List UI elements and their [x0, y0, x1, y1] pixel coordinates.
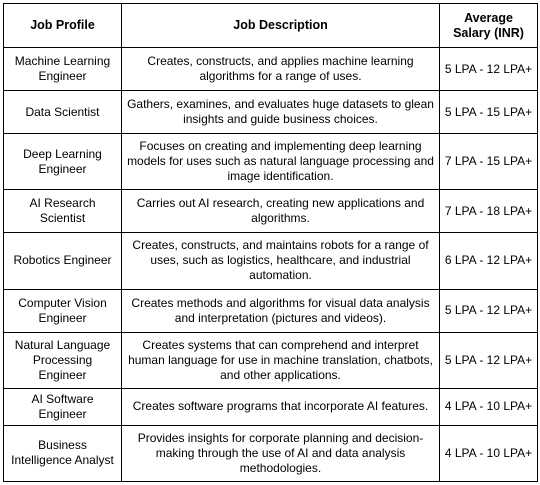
job-profile-cell: Deep Learning Engineer	[4, 134, 122, 190]
table-row	[4, 388, 538, 425]
salary-cell: 7 LPA - 15 LPA+	[440, 134, 538, 190]
header-job-description: Job Description	[122, 4, 440, 48]
job-description-cell: Creates software programs that incorporate AI features.	[122, 388, 440, 425]
job-description-cell: Creates methods and algorithms for visual data analysis and interpretation (pictures and videos).	[122, 289, 440, 332]
job-profile-cell: Machine Learning Engineer	[4, 48, 122, 91]
job-salary-table	[3, 3, 538, 482]
salary-cell: 4 LPA - 10 LPA+	[440, 425, 538, 481]
header-job-profile: Job Profile	[4, 4, 122, 48]
job-profile-cell: AI Research Scientist	[4, 190, 122, 233]
table-row	[4, 91, 538, 134]
table-container	[3, 3, 537, 482]
job-profile-cell: AI Software Engineer	[4, 388, 122, 425]
salary-cell: 5 LPA - 12 LPA+	[440, 48, 538, 91]
header-average-salary: Average Salary (INR)	[440, 4, 538, 48]
table-row	[4, 332, 538, 388]
job-profile-cell: Robotics Engineer	[4, 233, 122, 289]
job-profile-cell: Natural Language Processing Engineer	[4, 332, 122, 388]
salary-cell: 5 LPA - 12 LPA+	[440, 332, 538, 388]
job-description-cell: Creates, constructs, and maintains robots for a range of uses, such as logistics, healthcare, and industrial automation.	[122, 233, 440, 289]
table-row	[4, 289, 538, 332]
salary-cell: 4 LPA - 10 LPA+	[440, 388, 538, 425]
job-profile-cell: Data Scientist	[4, 91, 122, 134]
table-row	[4, 134, 538, 190]
table-row	[4, 190, 538, 233]
job-description-cell: Carries out AI research, creating new applications and algorithms.	[122, 190, 440, 233]
salary-cell: 6 LPA - 12 LPA+	[440, 233, 538, 289]
job-description-cell: Creates, constructs, and applies machine learning algorithms for a range of uses.	[122, 48, 440, 91]
salary-cell: 7 LPA - 18 LPA+	[440, 190, 538, 233]
table-row	[4, 233, 538, 289]
job-profile-cell: Computer Vision Engineer	[4, 289, 122, 332]
salary-cell: 5 LPA - 15 LPA+	[440, 91, 538, 134]
job-description-cell: Provides insights for corporate planning and decision-making through the use of AI and data analysis methodologies.	[122, 425, 440, 481]
table-header-row	[4, 4, 538, 48]
job-description-cell: Gathers, examines, and evaluates huge datasets to glean insights and guide business choices.	[122, 91, 440, 134]
salary-cell: 5 LPA - 12 LPA+	[440, 289, 538, 332]
job-description-cell: Creates systems that can comprehend and interpret human language for use in machine translation, chatbots, and other applications.	[122, 332, 440, 388]
job-profile-cell: Business Intelligence Analyst	[4, 425, 122, 481]
job-description-cell: Focuses on creating and implementing deep learning models for uses such as natural language processing and image identification.	[122, 134, 440, 190]
table-row	[4, 425, 538, 481]
table-row	[4, 48, 538, 91]
